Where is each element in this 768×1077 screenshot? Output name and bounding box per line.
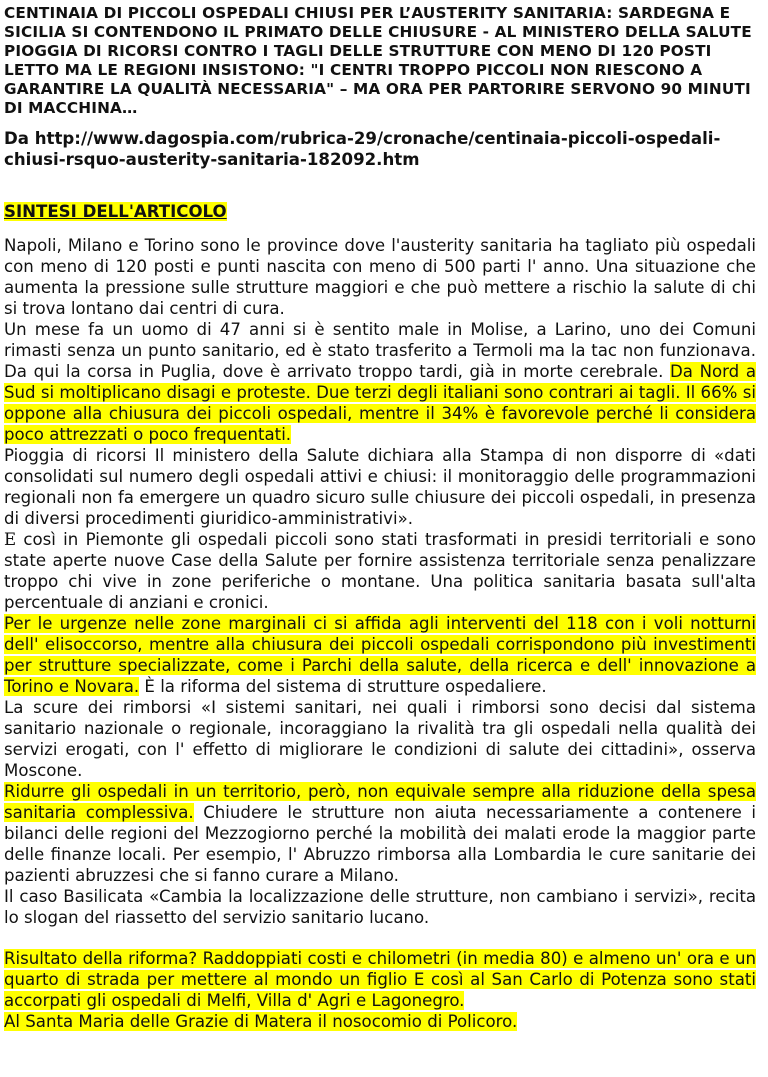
paragraph-spacer — [4, 928, 756, 948]
paragraph-5-highlight: Per le urgenze nelle zone marginali ci si affida agli interventi del 118 con i voli notturni dell' elisoccorso, mentre alla chiusura dei piccoli ospedali corrispondono più investimenti per strutture specializzate, come i Parchi della salute, della ricerca e dell' innovazione a Torino e Novara. — [4, 614, 756, 696]
paragraph-9-highlight: Risultato della riforma? Raddoppiati costi e chilometri (in media 80) e almeno un' ora e un quarto di strada per mettere al mondo un figlio E così al San Carlo di Potenza sono stati accorpati gli ospedali di Melfi, Villa d' Agri e Lagonegro. — [4, 949, 756, 1010]
paragraph-2-text: Un mese fa un uomo di 47 anni si è sentito male in Molise, a Larino, uno dei Comuni rimasti senza un punto sanitario, ed è stato trasferito a Termoli ma la tac non funzionava. Da qui la corsa in Puglia, dove è arrivato troppo tardi, già in morte cerebrale. — [4, 320, 756, 381]
article-body — [4, 235, 756, 1032]
paragraph-5 — [4, 613, 756, 697]
article-page — [4, 4, 756, 1032]
paragraph-7 — [4, 781, 756, 886]
paragraph-3: Pioggia di ricorsi Il ministero della Salute dichiara alla Stampa di non disporre di «dati consolidati sul numero degli ospedali attivi e chiusi: il monitoraggio delle programmazioni regionali non fa emergere un quadro sicuro sulle chiusure dei piccoli ospedali, in presenza di diversi procedimenti giuridico-amministrativi». — [4, 446, 756, 528]
paragraph-2-highlight: Da Nord a Sud si moltiplicano disagi e proteste. Due terzi degli italiani sono contrari ai tagli. Il 66% si oppone alla chiusura dei piccoli ospedali, mentre il 34% è favorevole perché li considera poco attrezzati o poco frequentati. — [4, 362, 757, 444]
paragraph-6: La scure dei rimborsi «I sistemi sanitari, nei quali i rimborsi sono decisi dal sistema sanitario nazionale o regionale, incoraggiano la rivalità tra gli ospedali nella qualità dei servizi erogati, con l' effetto di migliorare le condizioni di salute dei cittadini», osserva Moscone. — [4, 698, 756, 780]
paragraph-1: Napoli, Milano e Torino sono le province dove l'austerity sanitaria ha tagliato più ospedali con meno di 120 posti e punti nascita con meno di 500 parti l' anno. Una situazione che aumenta la pressione sulle strutture maggiori e che può mettere a rischio la salute di chi si trova lontano dai centri di cura. — [4, 236, 756, 318]
section-title — [4, 201, 756, 222]
source-url: Da http://www.dagospia.com/rubrica-29/cronache/centinaia-piccoli-ospedali-chiusi-rsquo-austerity-sanitaria-182092.htm — [4, 129, 721, 169]
paragraph-2 — [4, 319, 756, 445]
paragraph-8: Il caso Basilicata «Cambia la localizzazione delle strutture, non cambiano i servizi», recita lo slogan del riassetto del servizio sanitario lucano. — [4, 887, 756, 927]
paragraph-7-text: Chiudere le strutture non aiuta necessariamente a contenere i bilanci delle regioni del Mezzogiorno perché la mobilità dei malati erode la maggior parte delle finanze locali. Per esempio, l' Abruzzo rimborsa alla Lombardia le cure sanitarie dei pazienti abruzzesi che si fanno curare a Milano. — [4, 803, 756, 885]
paragraph-10 — [4, 1011, 756, 1032]
article-headline: CENTINAIA DI PICCOLI OSPEDALI CHIUSI PER L’AUSTERITY SANITARIA: SARDEGNA E SICILIA SI CONTENDONO IL PRIMATO DELLE CHIUSURE - AL MINISTERO DELLA SALUTE PIOGGIA DI RICORSI CONTRO I TAGLI DELLE STRUTTURE CON MENO DI 120 POSTI LETTO MA LE REGIONI INSISTONO: "I CENTRI TROPPO PICCOLI NON RIESCONO A GARANTIRE LA QUALITÀ NECESSARIA" – MA ORA PER PARTORIRE SERVONO 90 MINUTI DI MACCHINA… — [4, 4, 752, 117]
paragraph-10-highlight: Al Santa Maria delle Grazie di Matera il nosocomio di Policoro. — [4, 1012, 518, 1031]
paragraph-7-highlight: Ridurre gli ospedali in un territorio, però, non equivale sempre alla riduzione della spesa sanitaria complessiva. — [4, 782, 756, 822]
paragraph-4-text: così in Piemonte gli ospedali piccoli sono stati trasformati in presidi territoriali e sono state aperte nuove Case della Salute per fornire assistenza territoriale senza penalizzare troppo chi vive in zone periferiche o montane. Una politica sanitaria basata sull'alta percentuale di anziani e cronici. — [4, 530, 756, 612]
section-title-text: SINTESI DELL'ARTICOLO — [4, 202, 227, 221]
paragraph-5-text: È la riforma del sistema di strutture ospedaliere. — [139, 677, 547, 696]
paragraph-4-initial: E — [4, 530, 17, 549]
paragraph-9 — [4, 948, 756, 1011]
paragraph-4 — [4, 529, 756, 613]
